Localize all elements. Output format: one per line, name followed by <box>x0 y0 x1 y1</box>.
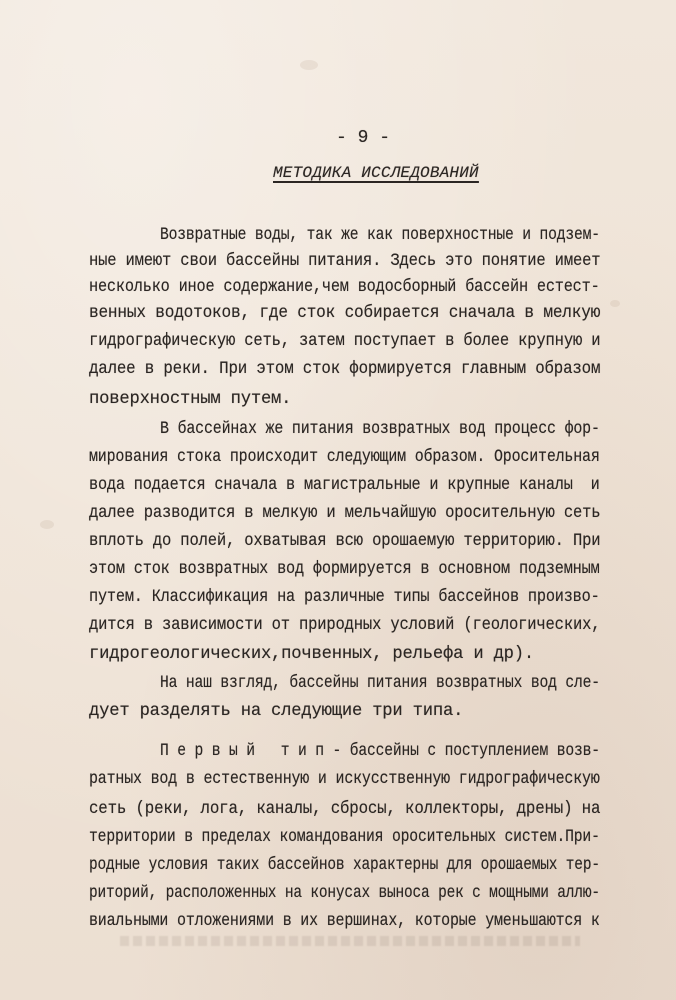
text-line: поверхностным путем. <box>89 390 292 409</box>
text-line: далее разводится в мелкую и мельчайшую оросительную сеть <box>89 504 601 523</box>
text-line: виальными отложениями в их вершинах, которые уменьшаются к <box>89 912 600 931</box>
page-number: - 9 - <box>336 128 391 148</box>
text-line: риторий, расположенных на конусах выноса рек с мощными аллю- <box>89 884 600 903</box>
text-line: ные имеют свои бассейны питания. Здесь это понятие имеет <box>89 252 601 271</box>
text-line: мирования стока происходит следующим образом. Оросительная <box>89 448 600 467</box>
text-line: вплоть до полей, охватывая всю орошаемую территорию. При <box>89 532 601 551</box>
text-line: Возвратные воды, так же как поверхностные и подзем- <box>160 226 600 245</box>
text-line: гидрогеологических,почвенных, рельефа и др). <box>89 645 535 664</box>
section-title: МЕТОДИКА ИССЛЕДОВАНИЙ <box>273 164 479 182</box>
text-line: На наш взгляд, бассейны питания возвратных вод сле- <box>160 674 600 693</box>
text-line: гидрографическую сеть, затем поступает в более крупную и <box>89 332 601 351</box>
text-line: дует разделять на следующие три типа. <box>89 702 464 721</box>
paper-stain <box>300 60 318 70</box>
text-line: сеть (реки, лога, каналы, сбросы, коллекторы, дрены) на <box>89 800 601 819</box>
text-line: венных водотоков, где сток собирается сначала в мелкую <box>89 304 601 323</box>
text-line: ратных вод в естественную и искусственную гидрографическую <box>89 770 600 789</box>
text-line: несколько иное содержание,чем водосборный бассейн естест- <box>89 278 600 297</box>
text-line: этом сток возвратных вод формируется в основном подземным <box>89 560 600 579</box>
text-line: П е р в ы й т и п - бассейны с поступлением возв- <box>160 742 600 761</box>
text-line: далее в реки. При этом сток формируется главным образом <box>89 360 601 379</box>
text-line: В бассейнах же питания возвратных вод процесс фор- <box>160 420 600 439</box>
paper-stain <box>40 520 54 529</box>
text-line: территории в пределах командования оросительных систем.При- <box>89 828 600 847</box>
text-line: дится в зависимости от природных условий (геологических, <box>89 616 601 635</box>
text-line: вода подается сначала в магистральные и крупные каналы и <box>89 476 600 495</box>
paper-stain <box>610 300 620 307</box>
bleed-through-text <box>120 936 580 946</box>
text-line: путем. Классификация на различные типы бассейнов произво- <box>89 588 600 607</box>
text-line: родные условия таких бассейнов характерны для орошаемых тер- <box>89 856 600 875</box>
